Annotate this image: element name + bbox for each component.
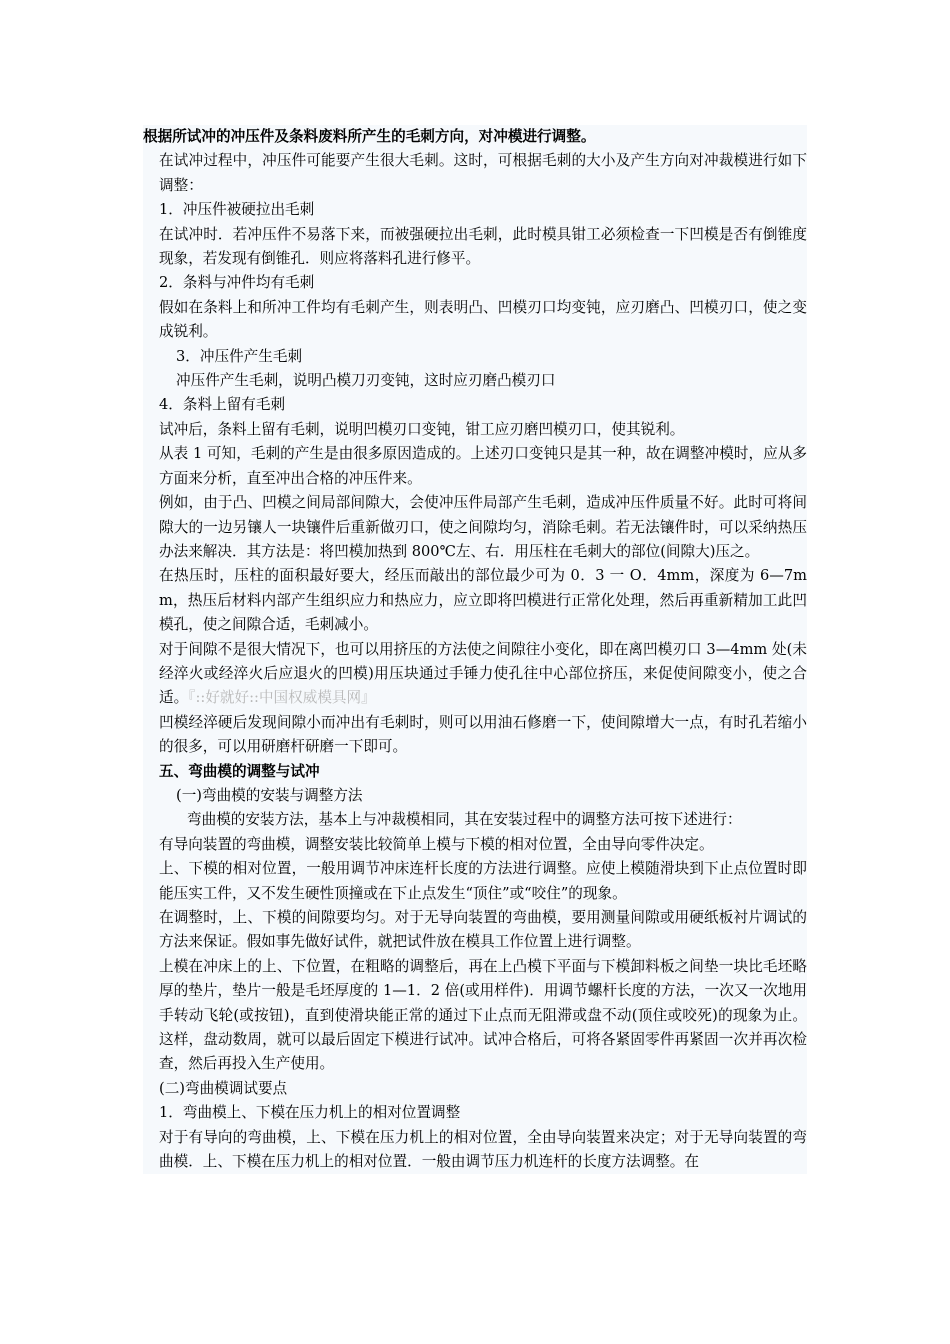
section-heading: 五、弯曲模的调整与试冲 (159, 762, 320, 780)
paragraph: 冲压件产生毛刺，说明凸模刀刃变钝，这时应刃磨凸模刃口 (176, 372, 556, 390)
list-item: 1．冲压件被硬拉出毛刺 (159, 201, 315, 219)
paragraph: 假如在条料上和所冲工件均有毛刺产生，则表明凸、凹模刃口均变钝，应刃磨凸、凹模刃口，使之变成锐利。 (159, 298, 807, 341)
paragraph-text: 对于间隙不是很大情况下，也可以用挤压的方法使之间隙往小变化，即在离凹模刃口 3—4mm 处(未经淬火或经淬火后应退火的凹模)用压块通过手锤力使孔往中心部位挤压，来促使间隙变小，使之合适。 (159, 640, 807, 707)
paragraph: 上、下模的相对位置，一般用调节冲床连杆长度的方法进行调整。应使上模随滑块到下止点位置时即能压实工件，又不发生硬性顶撞或在下止点发生“顶住”或“咬住”的现象。 (159, 860, 807, 902)
paragraph: 在热压时，压柱的面积最好要大，经压而敲出的部位最少可为 0．3 一 O．4mm，深度为 6—7mm，热压后材料内部产生组织应力和热应力，应立即将凹模进行正常化处理，然后再重新精加工此凹模孔，使之间隙合适，毛刺减小。 (159, 567, 807, 634)
paragraph: 在试冲过程中，冲压件可能要产生很大毛刺。这时，可根据毛刺的大小及产生方向对冲裁模进行如下调整： (159, 152, 807, 194)
heading-burr-adjustment: 根据所试冲的冲压件及条料废料所产生的毛刺方向，对冲模进行调整。 (143, 128, 596, 145)
paragraph: 对于有导向的弯曲模，上、下模在压力机上的相对位置，全由导向装置来决定；对于无导向装置的弯曲模．上、下模在压力机上的相对位置．一般由调节压力机连杆的长度方法调整。在 (159, 1128, 807, 1171)
watermark-text: 『::好就好::中国权威模具网』 (188, 689, 376, 707)
paragraph: 在试冲时．若冲压件不易落下来，而被强硬拉出毛刺，此时模具钳工必须检查一下凹模是否有倒锥度现象，若发现有倒锥孔．则应将落料孔进行修平。 (159, 225, 807, 268)
subsection-heading: (二)弯曲模调试要点 (159, 1079, 288, 1097)
paragraph (143, 638, 807, 711)
paragraph: 凹模经淬硬后发现间隙小而冲出有毛刺时，则可以用油石修磨一下，使间隙增大一点，有时孔若缩小的很多，可以用研磨杆研磨一下即可。 (159, 713, 807, 756)
list-item: 4．条料上留有毛刺 (159, 396, 286, 414)
paragraph: 例如，由于凸、凹模之间局部间隙大，会使冲压件局部产生毛刺，造成冲压件质量不好。此时可将间隙大的一边另镶人一块镶件后重新做刃口，使之间隙均匀，消除毛刺。若无法镶件时，可以采纳热压办法来解决．其方法是：将凹模加热到 800℃左、右．用压柱在毛刺大的部位(间隙大)压之。 (159, 494, 807, 560)
paragraph: 试冲后，条料上留有毛刺，说明凹模刃口变钝，钳工应刃磨凹模刃口，使其锐利。 (159, 420, 685, 438)
paragraph: 在调整时，上、下模的间隙要均匀。对于无导向装置的弯曲模，要用测量间隙或用硬纸板衬片调试的方法来保证。假如事先做好试件，就把试件放在模具工作位置上进行调整。 (159, 909, 807, 951)
paragraph: 弯曲模的安装方法，基本上与冲裁模相同，其在安装过程中的调整方法可按下述进行： (187, 811, 742, 829)
list-item: 1．弯曲模上、下模在压力机上的相对位置调整 (159, 1104, 461, 1122)
list-item: 3．冲压件产生毛刺 (176, 347, 303, 365)
list-item: 2．条料与冲件均有毛刺 (159, 274, 315, 292)
paragraph: 从表 1 可知，毛刺的产生是由很多原因造成的。上述刃口变钝只是其一种，故在调整冲模时，应从多方面来分析，直至冲出合格的冲压件来。 (159, 445, 807, 487)
document-body (143, 125, 807, 1174)
paragraph: 上模在冲床上的上、下位置，在粗略的调整后，再在上凸模下平面与下模卸料板之间垫一块比毛坯略厚的垫片，垫片一般是毛坯厚度的 1—1．2 倍(或用样件)．用调节螺杆长度的方法，一次又一次地用手转动飞轮(或按钮)，直到使滑块能正常的通过下止点而无阻滞或盘不动(顶住或咬死)的现象为止。这样，盘动数周，就可以最后固定下模进行试冲。试冲合格后，可将各紧固零件再紧固一次并再次检查，然后再投入生产使用。 (159, 957, 807, 1073)
paragraph: 有导向装置的弯曲模，调整安装比较简单上模与下模的相对位置，全由导向零件决定。 (159, 835, 714, 853)
subsection-heading: (一)弯曲模的安装与调整方法 (176, 786, 363, 804)
